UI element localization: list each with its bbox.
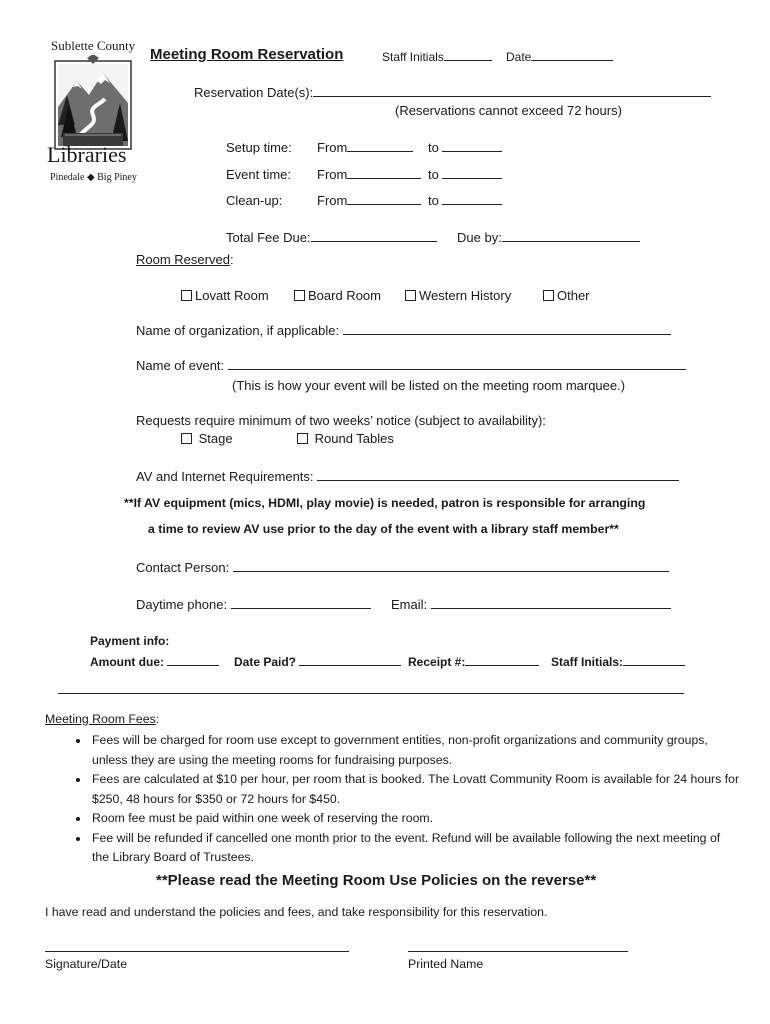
diamond-icon: ◆	[86, 172, 95, 183]
amount-due-label: Amount due:	[90, 655, 164, 669]
receipt-label: Receipt #:	[408, 655, 466, 669]
email-field[interactable]	[391, 597, 671, 612]
av-notice-line1: **If AV equipment (mics, HDMI, play movie) is needed, patron is responsible for arranging	[124, 496, 646, 510]
setup-from-line[interactable]	[347, 140, 413, 152]
setup-time-label: Setup time:	[226, 140, 292, 155]
amount-due-line[interactable]	[167, 654, 219, 666]
daytime-phone-line[interactable]	[231, 597, 371, 609]
contact-person-field[interactable]	[136, 560, 669, 575]
requests-text: Requests require minimum of two weeks’ notice (subject to availability):	[136, 413, 546, 428]
staff-initials-field[interactable]	[382, 49, 492, 64]
contact-person-line[interactable]	[233, 560, 669, 572]
event-to-line[interactable]	[442, 167, 502, 179]
date-paid-line[interactable]	[299, 654, 401, 666]
staff-initials-line[interactable]	[444, 49, 492, 61]
date-field[interactable]	[506, 49, 613, 64]
logo-bottom-left: Pinedale	[50, 172, 85, 183]
date-paid-field[interactable]	[234, 654, 401, 669]
av-requirements-line[interactable]	[317, 469, 679, 481]
event-name-field[interactable]	[136, 358, 686, 373]
email-label: Email:	[391, 597, 428, 612]
logo-top-text: Sublette County	[51, 38, 136, 53]
setup-time-to[interactable]	[428, 140, 502, 155]
fees-heading	[45, 712, 159, 726]
cleanup-from-line[interactable]	[347, 193, 421, 205]
event-name-note: (This is how your event will be listed on the meeting room marquee.)	[232, 378, 626, 393]
organization-line[interactable]	[343, 323, 671, 335]
cleanup-to-line[interactable]	[442, 193, 502, 205]
printed-name-label: Printed Name	[408, 957, 484, 971]
room-option-label: Lovatt Room	[195, 288, 269, 303]
checkbox-icon[interactable]	[294, 290, 305, 301]
room-option-western-history[interactable]	[405, 288, 511, 303]
event-time-to[interactable]	[428, 167, 502, 182]
request-option-stage[interactable]	[181, 431, 233, 446]
reservation-dates-label: Reservation Date(s):	[194, 85, 314, 100]
from-label: From	[317, 193, 348, 208]
request-option-label: Round Tables	[314, 431, 394, 446]
checkbox-icon[interactable]	[297, 433, 308, 444]
date-label: Date	[506, 50, 532, 64]
total-fee-line[interactable]	[311, 230, 437, 242]
room-reserved-heading	[136, 252, 234, 267]
event-name-label: Name of event:	[136, 358, 225, 373]
event-name-line[interactable]	[228, 358, 686, 370]
fee-item: • Fees are calculated at $10 per hour, per room that is booked. The Lovatt Community Room is available for 24 hours for $250, 48 hours for $350 or 72 hours for $450.	[90, 770, 740, 809]
total-fee-field[interactable]	[226, 230, 437, 245]
room-reserved-colon: :	[229, 252, 234, 267]
to-label: to	[428, 167, 439, 182]
room-option-board[interactable]	[294, 288, 381, 303]
payment-staff-initials-label: Staff Initials:	[551, 655, 624, 669]
cleanup-label: Clean-up:	[226, 193, 283, 208]
library-logo	[45, 38, 140, 186]
setup-time-from[interactable]	[317, 140, 413, 155]
room-option-label: Other	[557, 288, 590, 303]
signature-label: Signature/Date	[45, 957, 128, 971]
payment-staff-initials-field[interactable]	[551, 654, 685, 669]
organization-label: Name of organization, if applicable:	[136, 323, 340, 338]
room-reserved-label: Room Reserved	[136, 252, 230, 267]
room-option-label: Board Room	[308, 288, 381, 303]
event-time-label: Event time:	[226, 167, 292, 182]
reservation-dates-line[interactable]	[313, 85, 711, 97]
reservation-note: (Reservations cannot exceed 72 hours)	[395, 103, 622, 118]
fees-list	[66, 731, 740, 868]
page-title: Meeting Room Reservation	[150, 46, 344, 63]
checkbox-icon[interactable]	[181, 290, 192, 301]
fee-item: • Room fee must be paid within one week of reserving the room.	[90, 809, 740, 829]
av-notice-line2: a time to review AV use prior to the day of the event with a library staff member**	[148, 522, 619, 536]
email-line[interactable]	[431, 597, 671, 609]
mountain-scene-icon	[53, 55, 133, 151]
printed-name-line[interactable]	[408, 951, 628, 952]
section-divider	[58, 693, 684, 694]
cleanup-to[interactable]	[428, 193, 502, 208]
due-by-label: Due by:	[457, 230, 502, 245]
logo-bottom-right: Big Piney	[97, 172, 137, 183]
checkbox-icon[interactable]	[543, 290, 554, 301]
av-requirements-label: AV and Internet Requirements:	[136, 469, 314, 484]
daytime-phone-field[interactable]	[136, 597, 371, 612]
fee-item: • Fees will be charged for room use except to government entities, non-profit organizations and community groups, unless they are using the meeting rooms for fundraising purposes.	[90, 731, 740, 770]
room-option-lovatt[interactable]	[181, 288, 269, 303]
date-paid-label: Date Paid?	[234, 655, 297, 669]
request-option-label: Stage	[198, 431, 233, 446]
due-by-line[interactable]	[502, 230, 640, 242]
request-option-round-tables[interactable]	[297, 431, 394, 446]
receipt-field[interactable]	[408, 654, 539, 669]
reservation-dates-field[interactable]	[194, 85, 711, 100]
fee-item: • Fee will be refunded if cancelled one month prior to the event. Refund will be available following the next meeting of the Library Board of Trustees.	[90, 829, 740, 868]
av-requirements-field[interactable]	[136, 469, 679, 484]
room-option-label: Western History	[419, 288, 512, 303]
policies-notice: **Please read the Meeting Room Use Policies on the reverse**	[156, 872, 597, 889]
logo-bottom-text	[50, 172, 137, 183]
due-by-field[interactable]	[457, 230, 640, 245]
logo-main-text: Libraries	[47, 142, 127, 167]
to-label: to	[428, 140, 439, 155]
fees-heading-colon: :	[155, 712, 160, 726]
from-label: From	[317, 167, 348, 182]
event-from-line[interactable]	[347, 167, 421, 179]
room-option-other[interactable]	[543, 288, 590, 303]
signature-line[interactable]	[45, 951, 349, 952]
date-line[interactable]	[531, 49, 613, 61]
event-time-from[interactable]	[317, 167, 421, 182]
organization-field[interactable]	[136, 323, 671, 338]
cleanup-from[interactable]	[317, 193, 421, 208]
fees-heading-label: Meeting Room Fees	[45, 712, 156, 726]
acknowledgement-text: I have read and understand the policies and fees, and take responsibility for this reservation.	[45, 905, 548, 919]
checkbox-icon[interactable]	[405, 290, 416, 301]
staff-initials-label: Staff Initials	[382, 50, 444, 64]
payment-staff-initials-line[interactable]	[623, 654, 685, 666]
amount-due-field[interactable]	[90, 654, 219, 669]
daytime-phone-label: Daytime phone:	[136, 597, 228, 612]
checkbox-icon[interactable]	[181, 433, 192, 444]
total-fee-label: Total Fee Due:	[226, 230, 311, 245]
receipt-line[interactable]	[465, 654, 539, 666]
payment-info-label: Payment info:	[90, 634, 170, 648]
contact-person-label: Contact Person:	[136, 560, 230, 575]
setup-to-line[interactable]	[442, 140, 502, 152]
from-label: From	[317, 140, 348, 155]
to-label: to	[428, 193, 439, 208]
